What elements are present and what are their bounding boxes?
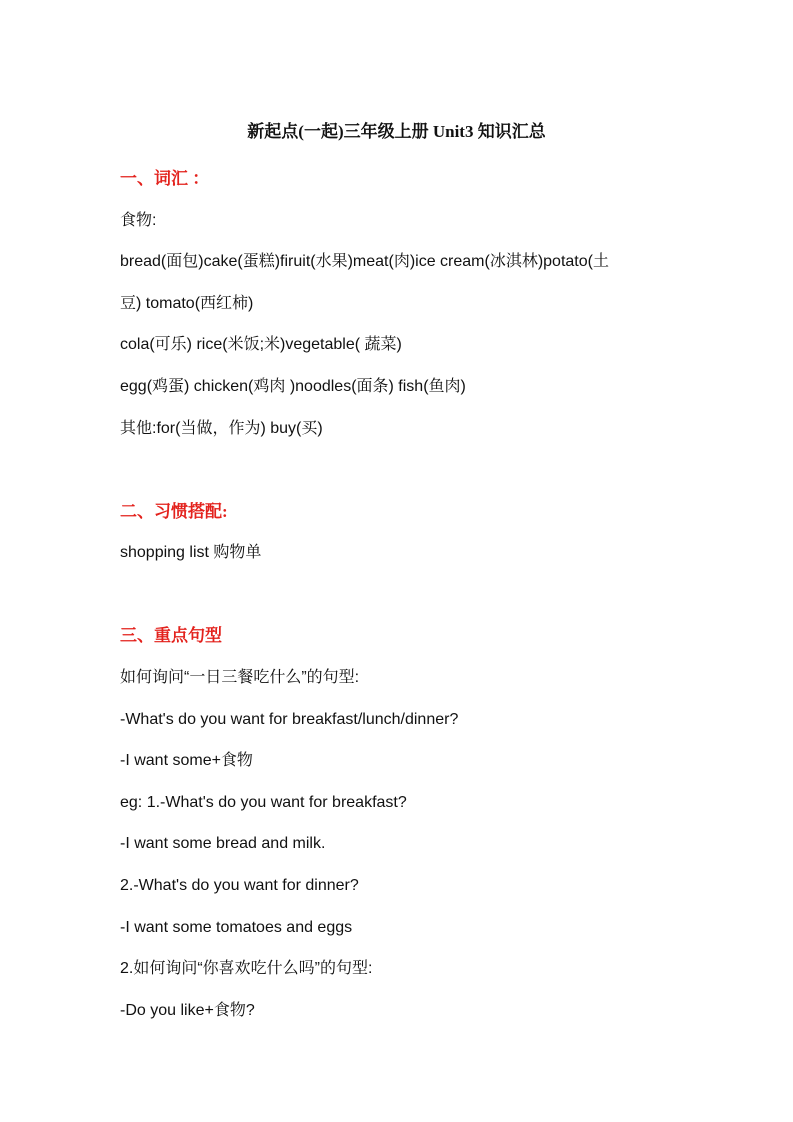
pattern-line: 2.-What's do you want for dinner? [120, 877, 359, 894]
pattern-line: eg: 1.-What's do you want for breakfast? [120, 794, 407, 811]
section-heading-sentence-patterns: 三、重点句型 [120, 626, 222, 645]
pattern-line: -I want some bread and milk. [120, 835, 326, 852]
collocation-line: shopping list 购物单 [120, 544, 262, 561]
vocab-line: bread(面包)cake(蛋糕)firuit(水果)meat(肉)ice cream(冰淇林)potato(土 [120, 253, 609, 270]
vocab-line-other: 其他:for(当做，作为) buy(买) [120, 420, 323, 437]
section-heading-vocabulary: 一、词汇 ： [120, 169, 210, 188]
page-title: 新起点(一起)三年级上册 Unit3 知识汇总 [247, 122, 546, 141]
pattern-line: -I want some tomatoes and eggs [120, 919, 353, 936]
vocab-line: 豆) tomato(西红柿) [120, 295, 254, 312]
pattern-line: -What's do you want for breakfast/lunch/dinner? [120, 711, 459, 728]
vocab-line: cola(可乐) rice(米饭;米)vegetable( 蔬菜) [120, 336, 402, 353]
pattern-line: 2.如何询问“你喜欢吃什么吗”的句型: [120, 960, 373, 977]
section-heading-collocations: 二、习惯搭配: [120, 502, 228, 521]
pattern-line: -I want some+食物 [120, 752, 253, 769]
pattern-line: 如何询问“一日三餐吃什么”的句型: [120, 669, 360, 686]
vocab-line: egg(鸡蛋) chicken(鸡肉 )noodles(面条) fish(鱼肉) [120, 378, 466, 395]
pattern-line: -Do you like+食物? [120, 1002, 255, 1019]
vocab-category-food: 食物: [120, 212, 157, 229]
